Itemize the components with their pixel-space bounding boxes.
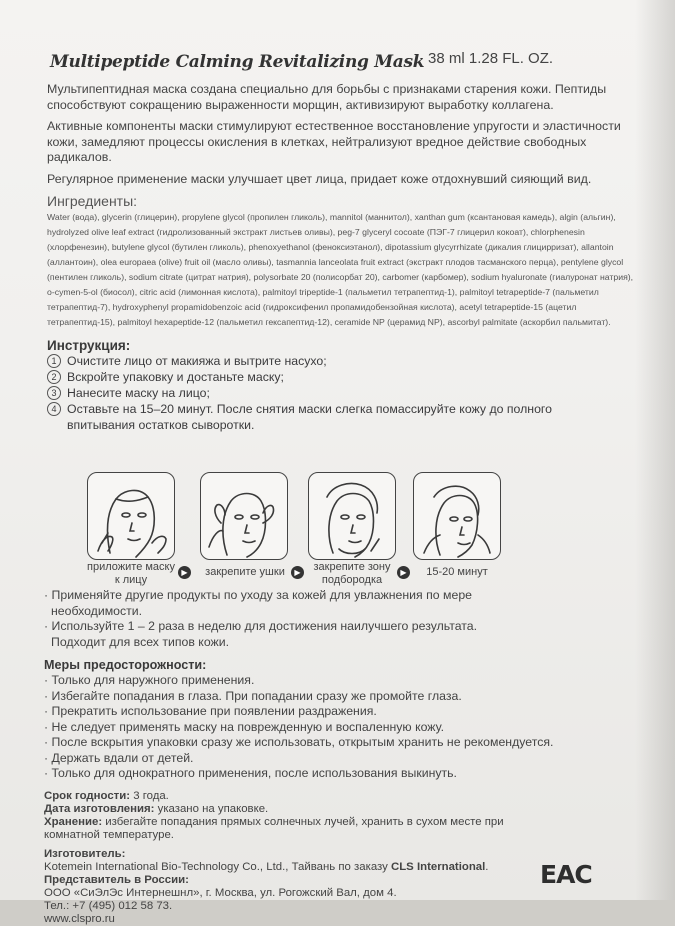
step-text: Очистите лицо от макияжа и вытрите насухо; <box>67 354 327 368</box>
step-number: 3 <box>47 386 61 400</box>
instruction-step <box>47 369 642 385</box>
representative: ООО «СиЭлЭс Интернешнл», г. Москва, ул. Рогожский Вал, дом 4. <box>44 886 397 899</box>
ingredients-heading: Ингредиенты: <box>47 193 138 209</box>
storage-cont: комнатной температуре. <box>44 828 174 841</box>
product-volume: 38 ml 1.28 FL. OZ. <box>428 50 554 67</box>
storage <box>44 816 644 829</box>
step-number: 2 <box>47 370 61 384</box>
pictogram-caption <box>190 566 300 579</box>
face-fix-chin-icon <box>308 472 396 560</box>
step-text: Нанесите маску на лицо; <box>67 386 210 400</box>
precaution-item: · После вскрытия упаковки сразу же использовать, открытым хранить не рекомендуется. <box>44 735 554 749</box>
precaution-item: · Прекратить использование при появлении раздражения. <box>44 704 377 718</box>
note-line: Подходит для всех типов кожи. <box>51 634 230 649</box>
pictogram-caption <box>76 561 186 587</box>
caption-line: подбородка <box>321 574 383 586</box>
note-line: необходимости. <box>51 603 143 618</box>
phone: Тел.: +7 (495) 012 58 73. <box>44 899 173 912</box>
step-4-continuation: впитывания остатков сыворотки. <box>67 418 255 432</box>
shelf-life-label: Срок годности: <box>44 789 131 802</box>
precaution-item: · Только для однократного применения, после использования выкинуть. <box>44 766 457 780</box>
step-number: 1 <box>47 354 61 368</box>
note-line: · Используйте 1 – 2 раза в неделю для достижения наилучшего результата. <box>44 619 478 633</box>
precaution-item: · Не следует применять маску на поврежденную и воспаленную кожу. <box>44 719 444 734</box>
ingredients-list: Water (вода), glycerin (глицерин), propylene glycol (пропилен гликоль), mannitol (маннитол), xanthan gum (ксантановая камедь), algin (альгин), hydrolyzed olive leaf extract (гидролизованный экстракт листьев оливы), peg-7 glyceryl cocoate (ПЭГ-7 глицерил кокоат), chlorphenesin (хлорфенезин), butylene glycol (бутилен гликоль), phenoxyethanol (феноксиэтанол), dipotassium glycyrrhizate (дикалия глицирризат), allantoin (аллантоин), olea europaea (olive) fruit oil (масло оливы), tasmannia lanceolata fruit extract (экстракт плодов тасманского перца), pentylene glycol (пентилен гликоль), sodium citrate (цитрат натрия), polysorbate 20 (полисорбат 20), carbomer (карбомер), sodium hyaluronate (гиалуронат натрия), o-cymen-5-ol (биосол), citric acid (лимонная кислота), palmitoyl tripeptide-1 (пальметил тетрапептид-1), palmitoyl tetrapeptide-7 (пальметил тетрапептид-7), hydroxyphenyl propamidobenzoic acid (гидроксифенил пропамидобензойная кислота), acetyl tetrapeptide-15 (ацетил тетрапептид-15), palmitoyl hexapeptide-12 (пальметил гексапептид-12), ceramide NP (церамид NP), ascorbyl palmitate (аскорбил пальмитат). <box>47 212 634 327</box>
note-line: · Применяйте другие продукты по уходу за кожей для увлажнения по мере <box>44 588 473 602</box>
intro-paragraph-2: Активные компоненты маски стимулируют естественное восстановление упругости и эластичности кожи, замедляют процессы окисления в клетках, нейтрализуют вредное действие свободных радикалов. <box>47 119 621 164</box>
next-arrow-icon: ▶ <box>291 566 304 579</box>
instruction-step <box>47 401 642 417</box>
step-text: Оставьте на 15–20 минут. После снятия маски слегка помассируйте кожу до полного <box>67 402 552 416</box>
storage-value: избегайте попадания прямых солнечных лучей, хранить в сухом месте при <box>102 815 504 828</box>
instructions-heading: Инструкция: <box>47 338 131 353</box>
pictogram-caption <box>298 561 406 587</box>
manufacture-date <box>44 803 644 816</box>
face-apply-mask-icon <box>87 472 175 560</box>
shelf-life <box>44 790 644 803</box>
pictogram-caption <box>410 566 504 579</box>
step-text: Вскройте упаковку и достаньте маску; <box>67 370 284 384</box>
precaution-item: · Избегайте попадания в глаза. При попадании сразу же промойте глаза. <box>44 688 462 703</box>
representative-label-text: Представитель в России: <box>44 873 189 886</box>
caption-line: к лицу <box>114 574 148 586</box>
intro-paragraph-1: Мультипептидная маска создана специально для борьбы с признаками старения кожи. Пептиды способствуют сокращению выраженности морщин, активизируют выработку коллагена. <box>47 82 607 112</box>
manufacturer-brand: CLS International <box>391 860 486 873</box>
face-fix-ears-icon <box>200 472 288 560</box>
caption-line: закрепите ушки <box>205 566 285 578</box>
caption-line: приложите маску <box>87 561 175 573</box>
instruction-step <box>47 385 642 401</box>
caption-line: 15-20 минут <box>426 566 488 578</box>
precautions-heading: Меры предосторожности: <box>44 658 207 672</box>
instruction-step <box>47 353 642 369</box>
next-arrow-icon: ▶ <box>397 566 410 579</box>
product-title: Multipeptide Calming Revitalizing Mask <box>50 52 425 72</box>
shelf-life-value: 3 года. <box>130 789 169 802</box>
intro-paragraph-3: Регулярное применение маски улучшает цвет лица, придает коже отдохнувший сияющий вид. <box>47 171 592 186</box>
manufacture-date-label: Дата изготовления: <box>44 802 155 815</box>
caption-line: закрепите зону <box>313 561 391 573</box>
manufacture-date-value: указано на упаковке. <box>154 802 269 815</box>
website: www.clspro.ru <box>44 912 115 925</box>
eac-mark-icon: EAC <box>540 860 592 889</box>
face-wait-icon <box>413 472 501 560</box>
manufacturer-label-text: Изготовитель: <box>44 847 126 860</box>
step-number: 4 <box>47 402 61 416</box>
manufacturer-value: Kotemein International Bio-Technology Co., Ltd., Тайвань по заказу <box>44 860 391 873</box>
header <box>50 50 650 80</box>
manufacturer-label <box>44 848 644 861</box>
precaution-item: · Держать вдали от детей. <box>44 750 194 765</box>
main-content <box>47 82 642 433</box>
precaution-item: · Только для наружного применения. <box>44 673 255 687</box>
manufacturer-end: . <box>485 860 489 873</box>
instruction-pictograms <box>40 472 610 586</box>
next-arrow-icon: ▶ <box>178 566 191 579</box>
storage-label: Хранение: <box>44 815 103 828</box>
